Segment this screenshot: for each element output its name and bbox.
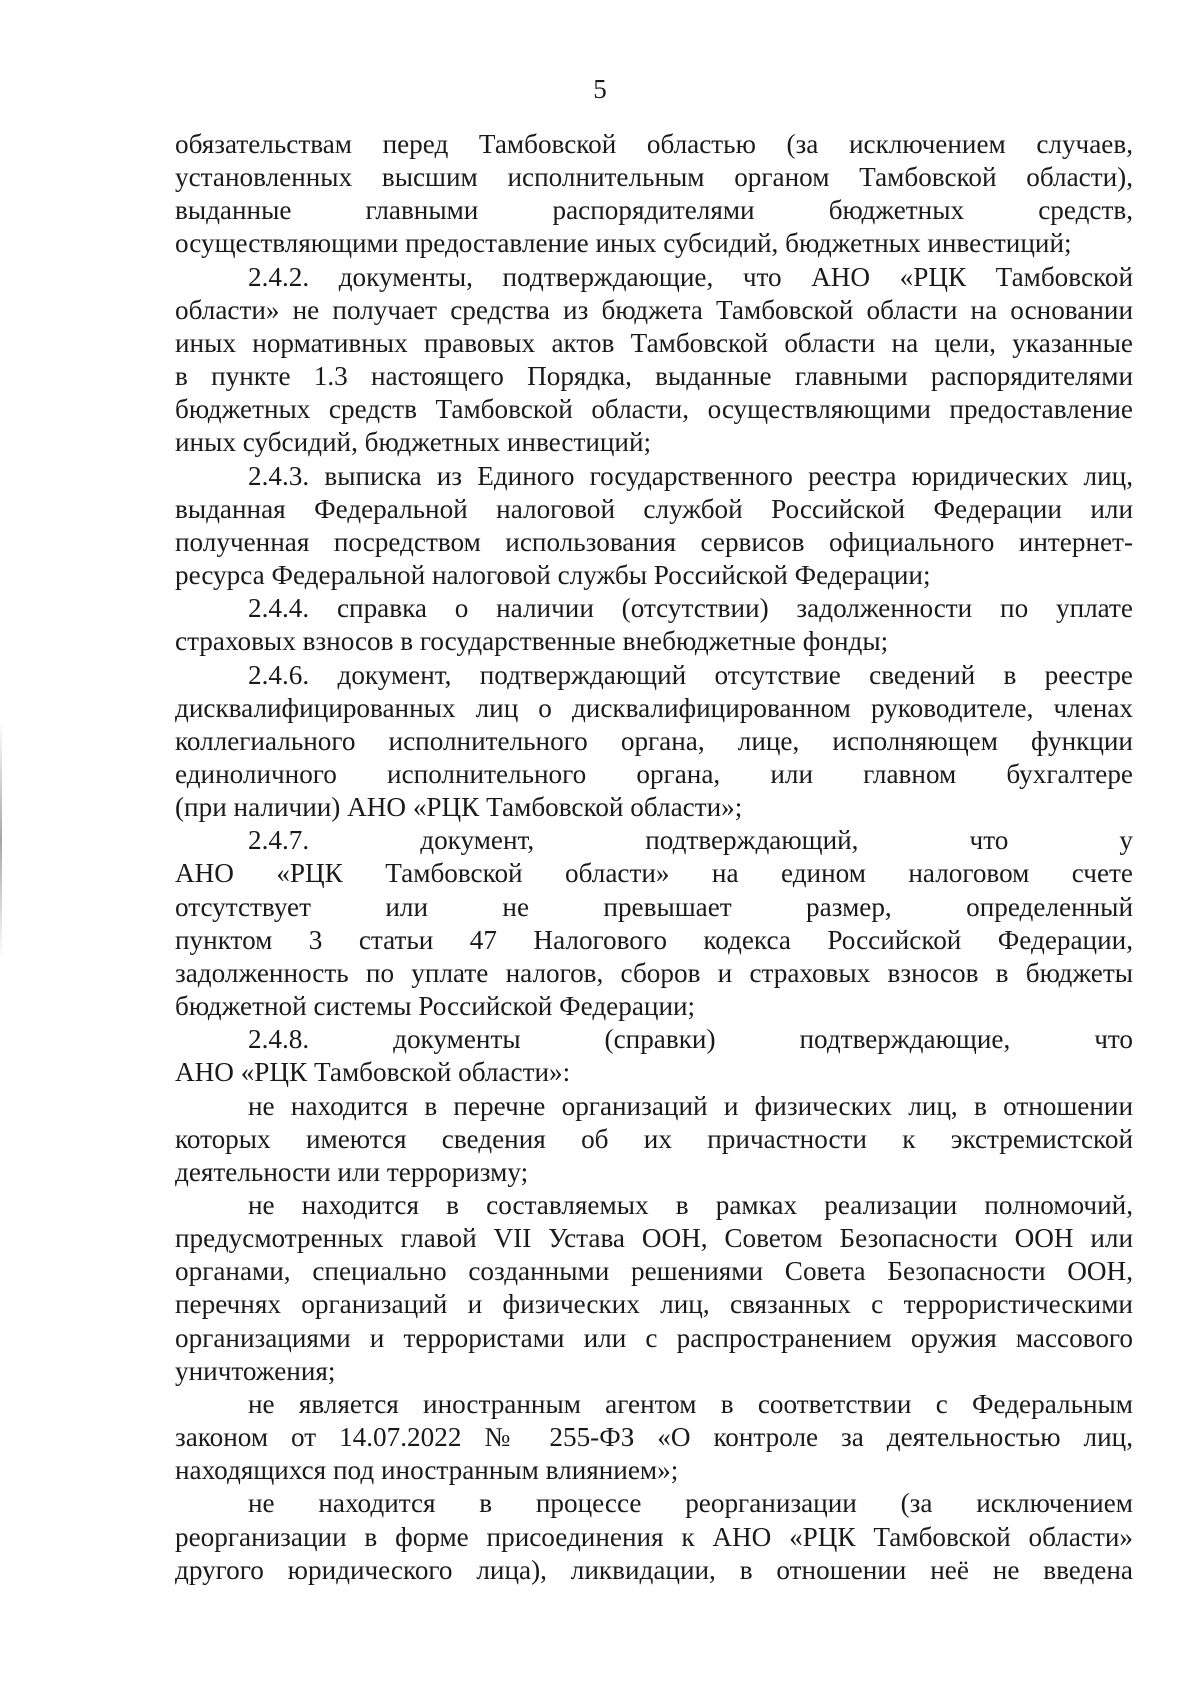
text-line: области» не получает средства из бюджета Тамбовской области на основании bbox=[175, 294, 1133, 325]
text-line: осуществляющими предоставление иных субсидий, бюджетных инвестиций; bbox=[175, 228, 1072, 259]
text-line: (при наличии) АНО «РЦК Тамбовской области»; bbox=[175, 792, 743, 823]
text-line: уничтожения; bbox=[175, 1355, 336, 1386]
text-line: отсутствует или не превышает размер, определенный bbox=[175, 891, 1133, 922]
text-line: иных нормативных правовых актов Тамбовской области на цели, указанные bbox=[175, 327, 1133, 358]
text-line: ресурса Федеральной налоговой службы Российской Федерации; bbox=[175, 560, 931, 591]
paragraph-2-4-7 bbox=[175, 824, 1133, 1023]
text-line: органами, специально созданными решениями Совета Безопасности ООН, bbox=[175, 1256, 1133, 1287]
text-line: полученная посредством использования сервисов официального интернет- bbox=[175, 526, 1133, 557]
text-line: 2.4.3. выписка из Единого государственного реестра юридических лиц, bbox=[248, 460, 1133, 491]
paragraph-2-4-8 bbox=[175, 1023, 1133, 1089]
paragraph-2-4-4 bbox=[175, 592, 1133, 658]
text-line: в пункте 1.3 настоящего Порядка, выданные главными распорядителями bbox=[175, 361, 1133, 392]
text-line: иных субсидий, бюджетных инвестиций; bbox=[175, 427, 652, 458]
paragraph-continuation bbox=[175, 128, 1133, 261]
text-line: не находится в составляемых в рамках реализации полномочий, bbox=[248, 1190, 1133, 1220]
paragraph-not-reorganization bbox=[175, 1487, 1133, 1586]
text-line: страховых взносов в государственные внебюджетные фонды; bbox=[175, 626, 889, 657]
paragraph-not-extremist-list bbox=[175, 1090, 1133, 1189]
text-line: бюджетных средств Тамбовской области, осуществляющими предоставление bbox=[175, 394, 1133, 425]
paragraph-2-4-3 bbox=[175, 460, 1133, 593]
text-line: законом от 14.07.2022 № 255-ФЗ «О контроле за деятельностью лиц, bbox=[175, 1422, 1133, 1453]
text-line: находящихся под иностранным влиянием»; bbox=[175, 1455, 679, 1486]
page-number: 5 bbox=[593, 74, 607, 104]
paragraph-not-foreign-agent bbox=[175, 1388, 1133, 1487]
text-line: перечнях организаций и физических лиц, связанных с террористическими bbox=[175, 1289, 1133, 1320]
text-line: 2.4.6. документ, подтверждающий отсутствие сведений в реестре bbox=[248, 659, 1133, 690]
text-line: АНО «РЦК Тамбовской области»: bbox=[175, 1057, 571, 1088]
text-line: пунктом 3 статьи 47 Налогового кодекса Российской Федерации, bbox=[175, 924, 1133, 955]
text-line: задолженность по уплате налогов, сборов и страховых взносов в бюджеты bbox=[175, 957, 1133, 988]
text-line: установленных высшим исполнительным органом Тамбовской области), bbox=[175, 162, 1133, 193]
text-line: 2.4.8. документы (справки) подтверждающие, что bbox=[248, 1024, 1133, 1055]
text-line: другого юридического лица), ликвидации, в отношении неё не введена bbox=[175, 1554, 1133, 1585]
text-line: обязательствам перед Тамбовской областью (за исключением случаев, bbox=[175, 129, 1133, 159]
paragraph-2-4-6 bbox=[175, 659, 1133, 825]
paragraph-2-4-2 bbox=[175, 261, 1133, 460]
text-line: предусмотренных главой VII Устава ООН, Советом Безопасности ООН или bbox=[175, 1223, 1133, 1254]
text-line: коллегиального исполнительного органа, лице, исполняющем функции bbox=[175, 725, 1133, 756]
text-line: 2.4.2. документы, подтверждающие, что АНО «РЦК Тамбовской bbox=[248, 261, 1133, 292]
text-line: реорганизации в форме присоединения к АНО «РЦК Тамбовской области» bbox=[175, 1521, 1133, 1552]
text-line: организациями и террористами или с распространением оружия массового bbox=[175, 1322, 1133, 1353]
text-line: деятельности или терроризму; bbox=[175, 1156, 529, 1187]
text-line: единоличного исполнительного органа, или главном бухгалтере bbox=[175, 758, 1133, 789]
text-line: дисквалифицированных лиц о дисквалифицированном руководителе, членах bbox=[175, 692, 1133, 723]
text-line: АНО «РЦК Тамбовской области» на едином налоговом счете bbox=[175, 858, 1133, 889]
text-line: выданные главными распорядителями бюджетных средств, bbox=[175, 195, 1133, 226]
text-line: выданная Федеральной налоговой службой Российской Федерации или bbox=[175, 493, 1133, 524]
text-line: 2.4.7. документ, подтверждающий, что у bbox=[248, 825, 1133, 856]
text-line: бюджетной системы Российской Федерации; bbox=[175, 991, 696, 1022]
text-line: которых имеются сведения об их причастности к экстремистской bbox=[175, 1123, 1133, 1154]
text-line: не находится в процессе реорганизации (за исключением bbox=[248, 1488, 1133, 1519]
paragraph-not-un-list bbox=[175, 1189, 1133, 1388]
text-line: 2.4.4. справка о наличии (отсутствии) задолженности по уплате bbox=[248, 593, 1133, 624]
scan-edge-mark bbox=[0, 720, 2, 960]
text-line: не находится в перечне организаций и физических лиц, в отношении bbox=[248, 1090, 1133, 1121]
text-line: не является иностранным агентом в соответствии с Федеральным bbox=[248, 1388, 1133, 1419]
document-body bbox=[175, 128, 1133, 1587]
